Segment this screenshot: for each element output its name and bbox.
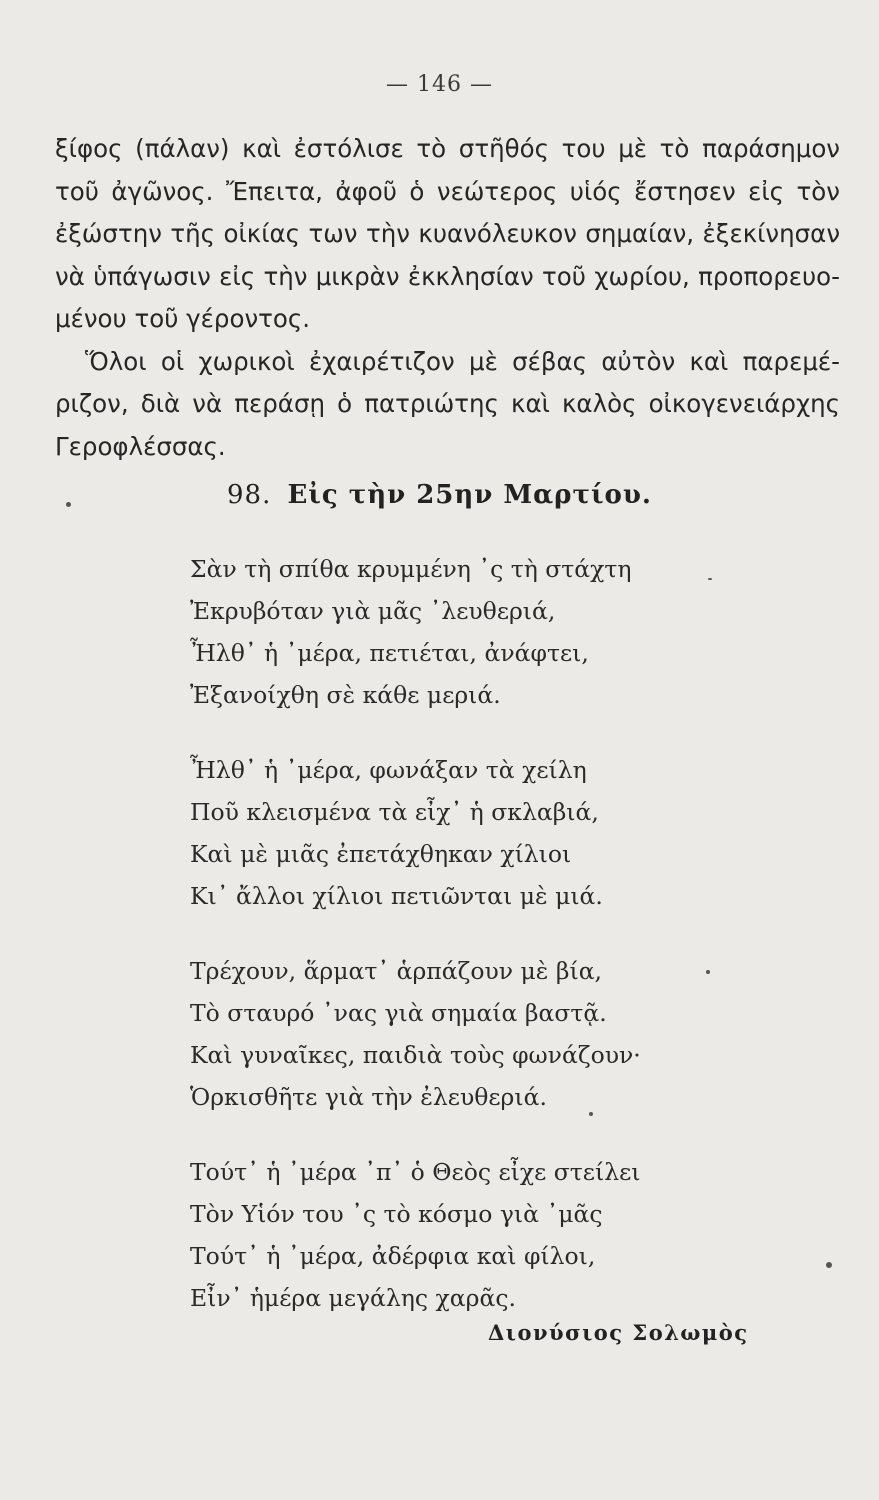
poem-stanza [190,950,750,1118]
print-speck [66,502,71,507]
poem-verse: Τούτ᾽ ἡ ᾽μέρα ᾽π᾽ ὁ Θεὸς εἶχε στείλει [190,1158,641,1186]
prose-line: ξίφος (πάλαν) καὶ ἐστόλισε τὸ στῆθός του μὲ τὸ παράσημον [55,134,840,163]
prose-line: νὰ ὑπάγωσιν εἰς τὴν μικρὰν ἐκκλησίαν τοῦ χωρίου, προπορευο- [55,261,840,291]
prose-line: ἐξώστην τῆς οἰκίας των τὴν κυανόλευκον σημαίαν, ἐξεκίνησαν [55,219,840,248]
poem-number: 98. [227,480,272,510]
poem-verse: Ἦλθ᾽ ἡ ᾽μέρα, φωνάξαν τὰ χείλη [190,756,587,784]
poem-verse: Καὶ γυναῖκες, παιδιὰ τοὺς φωνάζουν· [190,1041,641,1069]
poem-verse: Ἐξανοίχθη σὲ κάθε μεριά. [190,681,501,709]
prose-paragraph [55,128,840,468]
poem-verse: Τὸν Υἱόν του ᾽ς τὸ κόσμο γιὰ ᾽μᾶς [190,1200,603,1228]
poem-verse: Ἐκρυβόταν γιὰ μᾶς ᾽λευθεριά, [190,597,556,625]
prose-line: Ὅλοι οἱ χωρικοὶ ἐχαιρέτιζον μὲ σέβας αὐτὸν καὶ παρεμέ- [85,346,840,376]
print-speck [589,1112,593,1116]
prose-line: Γεροφλέσσας. [55,431,226,461]
poem-stanza [190,548,750,716]
poem-verse: Καὶ μὲ μιᾶς ἐπετάχθηκαν χίλιοι [190,840,572,868]
poem-verse: Εἶν᾽ ἡμέρα μεγάλης χαρᾶς. [190,1284,516,1312]
print-speck [826,1262,832,1268]
poem-verse: Ποῦ κλεισμένα τὰ εἶχ᾽ ἡ σκλαβιά, [190,798,599,826]
poem-verse: Σὰν τὴ σπίθα κρυμμένη ᾽ς τὴ στάχτη [190,555,632,583]
poem [190,548,750,1352]
poem-verse: Κι᾽ ἄλλοι χίλιοι πετιῶνται μὲ μιά. [190,882,603,910]
prose-line: μένου τοῦ γέροντος. [55,304,311,333]
print-speck [706,970,710,974]
poem-verse: Τρέχουν, ἅρματ᾽ ἁρπάζουν μὲ βία, [190,957,603,985]
poem-heading [0,480,879,510]
poem-title: Εἰς τὴν 25ην Μαρτίου. [287,480,652,510]
print-speck [708,578,712,580]
prose-line: ριζον, διὰ νὰ περάσῃ ὁ πατριώτης καὶ καλὸς οἰκογενειάρχης [55,389,840,418]
poem-stanza [190,1151,750,1319]
page-number: — 146 — [386,72,493,97]
poem-verse: Τὸ σταυρό ᾽νας γιὰ σημαία βαστᾷ. [190,999,607,1027]
poem-verse: Ὁρκισθῆτε γιὰ τὴν ἐλευθεριά. [190,1083,547,1111]
poem-verse: Ἦλθ᾽ ἡ ᾽μέρα, πετιέται, ἀνάφτει, [190,639,589,667]
poem-stanza [190,749,750,917]
poem-author: Διονύσιος Σολωμὸς [488,1320,749,1345]
prose-line: τοῦ ἀγῶνος. Ἔπειτα, ἀφοῦ ὁ νεώτερος υἱός ἔστησεν εἰς τὸν [55,176,840,206]
poem-verse: Τούτ᾽ ἡ ᾽μέρα, ἀδέρφια καὶ φίλοι, [190,1242,596,1270]
